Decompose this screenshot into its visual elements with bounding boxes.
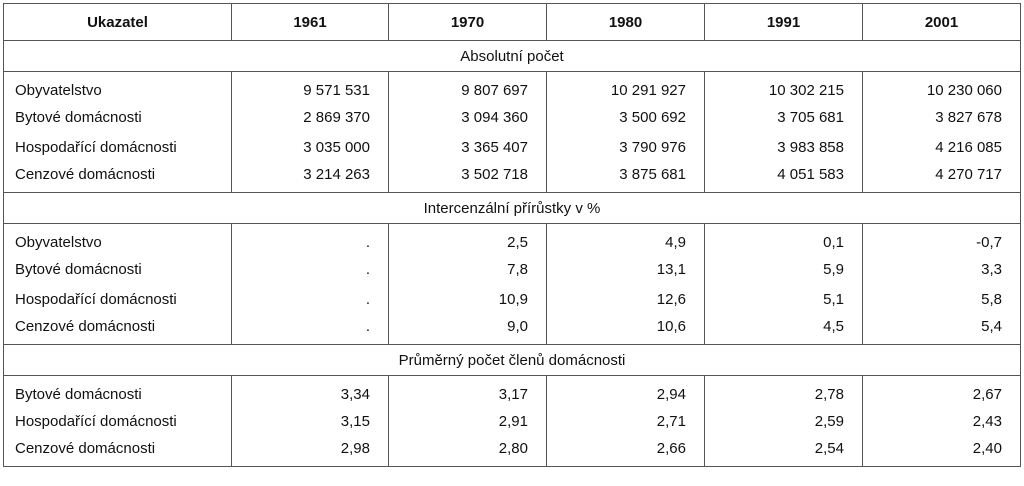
table-cell-1970: 3,17 <box>389 376 547 407</box>
section-title: Průměrný počet členů domácnosti <box>4 345 1021 376</box>
table-cell-1961: 3 035 000 <box>232 132 389 162</box>
table-cell-1980: 2,71 <box>547 406 705 436</box>
row-label: Cenzové domácnosti <box>4 436 232 467</box>
table-cell-1980: 13,1 <box>547 254 705 284</box>
row-label: Obyvatelstvo <box>4 224 232 255</box>
table-cell-1961: . <box>232 224 389 255</box>
table-cell-1991: 3 983 858 <box>705 132 863 162</box>
table-cell-1991: 3 705 681 <box>705 102 863 132</box>
header-row <box>4 4 1021 41</box>
table-row <box>4 102 1021 132</box>
table-cell-1980: 10 291 927 <box>547 72 705 103</box>
table-cell-1970: 2,80 <box>389 436 547 467</box>
table-body <box>4 41 1021 467</box>
table-cell-1961: 3,15 <box>232 406 389 436</box>
table-cell-1970: 2,5 <box>389 224 547 255</box>
table-cell-1980: 12,6 <box>547 284 705 314</box>
section-header-row <box>4 41 1021 72</box>
table-cell-2001: 2,40 <box>863 436 1021 467</box>
table-row <box>4 132 1021 162</box>
table-cell-2001: 3,3 <box>863 254 1021 284</box>
header-year-1970: 1970 <box>389 4 547 41</box>
header-year-1980: 1980 <box>547 4 705 41</box>
table-cell-1991: 2,54 <box>705 436 863 467</box>
table-cell-1991: 5,9 <box>705 254 863 284</box>
header-year-1991: 1991 <box>705 4 863 41</box>
table-cell-1991: 10 302 215 <box>705 72 863 103</box>
section-header-row <box>4 345 1021 376</box>
table-cell-2001: 4 216 085 <box>863 132 1021 162</box>
table-cell-1980: 3 875 681 <box>547 162 705 193</box>
row-label: Cenzové domácnosti <box>4 162 232 193</box>
section-title: Absolutní počet <box>4 41 1021 72</box>
table-cell-1991: 4,5 <box>705 314 863 345</box>
table-row <box>4 436 1021 467</box>
header-indicator: Ukazatel <box>4 4 232 41</box>
table-cell-2001: 2,67 <box>863 376 1021 407</box>
table-row <box>4 314 1021 345</box>
table-cell-2001: 5,8 <box>863 284 1021 314</box>
household-statistics-table <box>3 3 1021 467</box>
table-row <box>4 72 1021 103</box>
table-cell-1980: 3 500 692 <box>547 102 705 132</box>
row-label: Bytové domácnosti <box>4 376 232 407</box>
table-row <box>4 254 1021 284</box>
table-cell-1970: 7,8 <box>389 254 547 284</box>
table-cell-1991: 2,78 <box>705 376 863 407</box>
table-row <box>4 376 1021 407</box>
table-cell-1961: 2,98 <box>232 436 389 467</box>
table-cell-1961: 3,34 <box>232 376 389 407</box>
table-header <box>4 4 1021 41</box>
table-cell-1980: 10,6 <box>547 314 705 345</box>
header-year-1961: 1961 <box>232 4 389 41</box>
table-row <box>4 162 1021 193</box>
row-label: Bytové domácnosti <box>4 254 232 284</box>
table-cell-2001: 5,4 <box>863 314 1021 345</box>
row-label: Hospodařící domácnosti <box>4 284 232 314</box>
table-cell-1980: 4,9 <box>547 224 705 255</box>
table-cell-1961: 3 214 263 <box>232 162 389 193</box>
table-cell-1961: 2 869 370 <box>232 102 389 132</box>
row-label: Hospodařící domácnosti <box>4 132 232 162</box>
table-cell-1961: . <box>232 284 389 314</box>
table-cell-1970: 2,91 <box>389 406 547 436</box>
table-row <box>4 406 1021 436</box>
row-label: Obyvatelstvo <box>4 72 232 103</box>
table-cell-1980: 3 790 976 <box>547 132 705 162</box>
table-cell-2001: 2,43 <box>863 406 1021 436</box>
table-cell-2001: 4 270 717 <box>863 162 1021 193</box>
row-label: Hospodařící domácnosti <box>4 406 232 436</box>
table-cell-1991: 0,1 <box>705 224 863 255</box>
table-cell-1961: . <box>232 254 389 284</box>
header-year-2001: 2001 <box>863 4 1021 41</box>
table-cell-1980: 2,66 <box>547 436 705 467</box>
table-cell-2001: 10 230 060 <box>863 72 1021 103</box>
table-cell-1970: 10,9 <box>389 284 547 314</box>
table-row <box>4 224 1021 255</box>
table-cell-1980: 2,94 <box>547 376 705 407</box>
table-cell-1991: 4 051 583 <box>705 162 863 193</box>
table-cell-1991: 2,59 <box>705 406 863 436</box>
table-cell-1970: 3 365 407 <box>389 132 547 162</box>
table-cell-2001: -0,7 <box>863 224 1021 255</box>
table-container <box>3 3 1020 467</box>
table-cell-1970: 9 807 697 <box>389 72 547 103</box>
row-label: Bytové domácnosti <box>4 102 232 132</box>
table-cell-1970: 9,0 <box>389 314 547 345</box>
table-cell-1970: 3 502 718 <box>389 162 547 193</box>
section-title: Intercenzální přírůstky v % <box>4 193 1021 224</box>
table-cell-1991: 5,1 <box>705 284 863 314</box>
table-cell-1970: 3 094 360 <box>389 102 547 132</box>
table-cell-1961: . <box>232 314 389 345</box>
table-cell-1961: 9 571 531 <box>232 72 389 103</box>
table-row <box>4 284 1021 314</box>
row-label: Cenzové domácnosti <box>4 314 232 345</box>
section-header-row <box>4 193 1021 224</box>
table-cell-2001: 3 827 678 <box>863 102 1021 132</box>
